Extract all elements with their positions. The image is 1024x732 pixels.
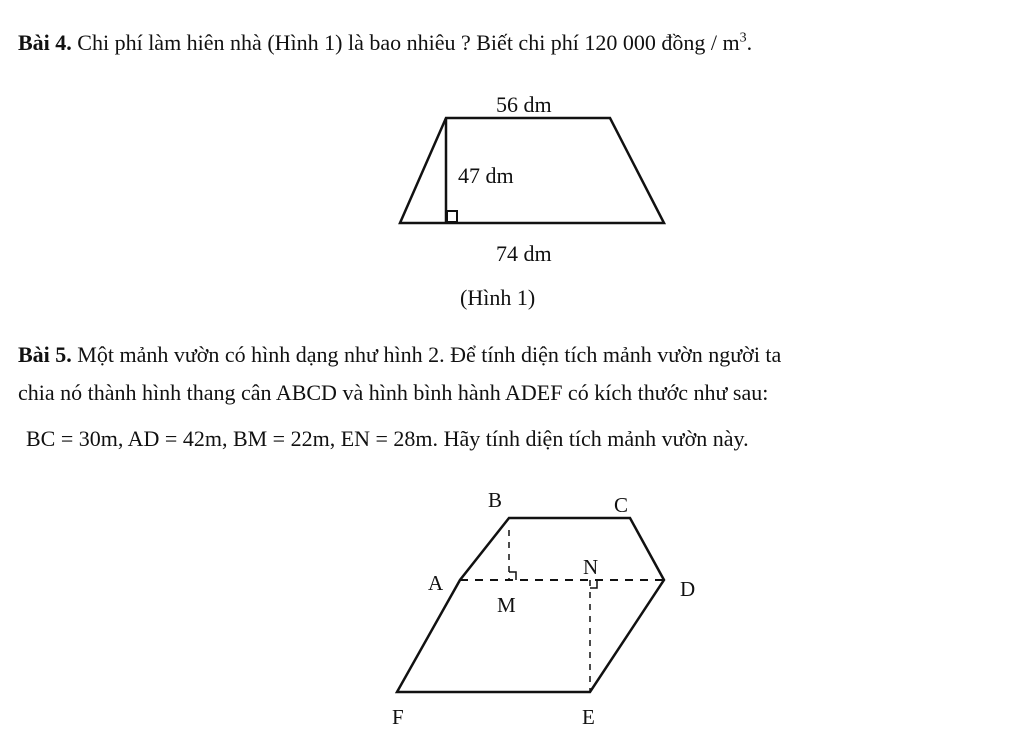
figure-1-caption: (Hình 1) <box>460 285 536 310</box>
problem-5-dimensions: BC = 30m, AD = 42m, BM = 22m, EN = 28m. <box>26 426 439 451</box>
problem-4-number: Bài 4. <box>18 30 72 55</box>
label-B: B <box>488 488 503 512</box>
problem-4-end: . <box>746 30 753 55</box>
label-A: A <box>428 571 444 595</box>
problem-5-text-1: Một mảnh vườn có hình dạng như hình 2. Để tính diện tích mảnh vườn người ta <box>71 342 782 367</box>
label-N: N <box>583 555 599 579</box>
problem-5-number: Bài 5. <box>18 342 72 367</box>
label-E: E <box>582 705 595 729</box>
right-angle-mark-N <box>590 580 597 588</box>
problem-5-question: Hãy tính diện tích mảnh vườn này. <box>438 426 749 451</box>
problem-5-text-2: chia nó thành hình thang cân ABCD và hình bình hành ADEF có kích thước như sau: <box>18 380 769 405</box>
label-M: M <box>497 593 516 617</box>
bottom-base-label: 74 dm <box>496 241 552 266</box>
right-angle-mark-M <box>509 572 516 580</box>
height-label: 47 dm <box>458 163 514 188</box>
problem-4-text: Chi phí làm hiên nhà (Hình 1) là bao nhiêu ? Biết chi phí 120 000 đồng / m <box>71 30 740 55</box>
label-D: D <box>680 577 696 601</box>
label-F: F <box>392 705 404 729</box>
label-C: C <box>614 493 629 517</box>
problem-4-exponent: 3 <box>739 30 747 46</box>
top-base-label: 56 dm <box>496 92 552 117</box>
garden-outline <box>397 518 664 692</box>
